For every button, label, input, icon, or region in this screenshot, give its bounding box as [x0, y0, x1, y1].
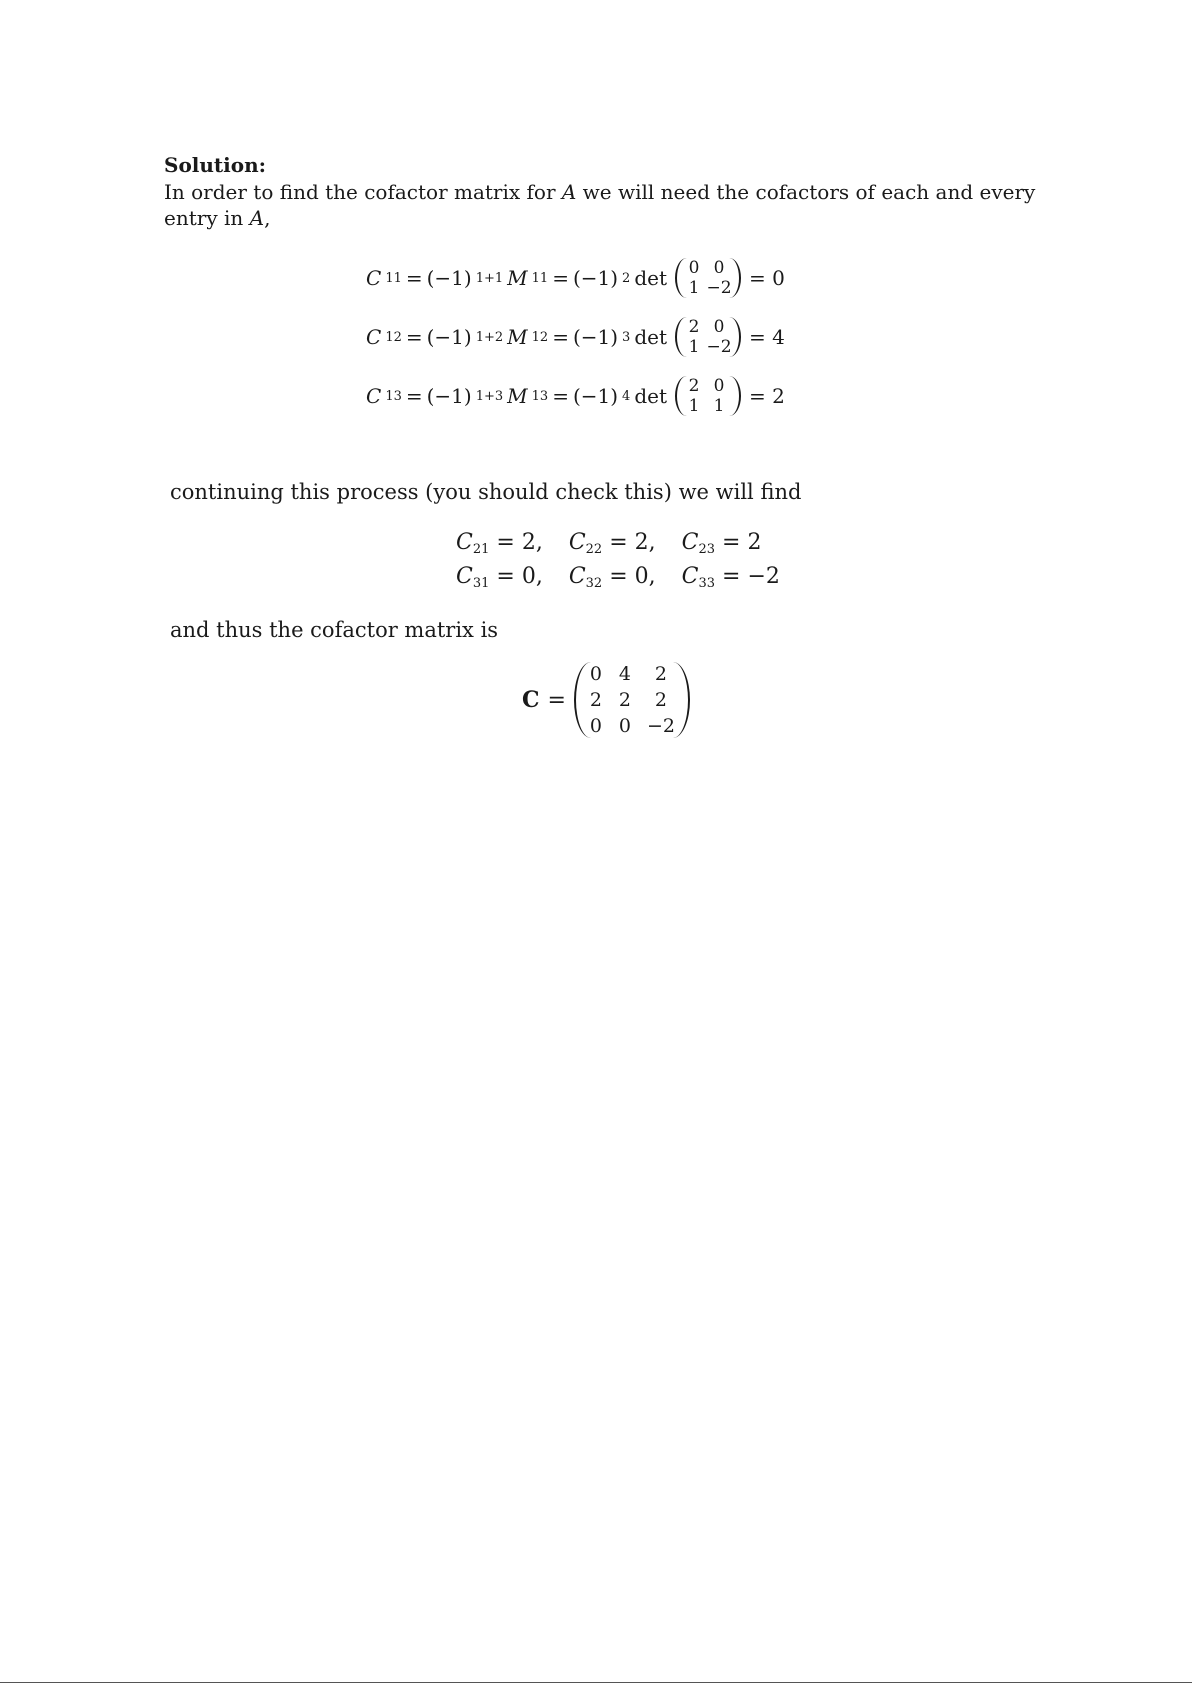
minor-index: 11 [531, 270, 549, 286]
cofactor-value [456, 564, 543, 591]
minor-symbol: M [507, 384, 528, 408]
cofactor-result: = 0 [749, 266, 785, 290]
cofactor-row [456, 530, 761, 557]
intro-text: In order to find the cofactor matrix for [164, 180, 562, 204]
matrix-cell: 1 [688, 278, 700, 298]
cofactor-matrix [574, 662, 690, 738]
matrix-cell: 2 [618, 689, 631, 711]
matrix-cell: 2 [688, 317, 700, 337]
matrix-cell: 1 [713, 396, 725, 416]
intro-text: , [264, 206, 271, 230]
cofactor-symbol: C [568, 530, 586, 555]
cofactor-result: = 2 [722, 530, 762, 555]
cofactor-index: 11 [385, 270, 402, 286]
equals-sign: = [405, 384, 423, 408]
matrix-cell: 0 [618, 715, 631, 737]
sign-factor: (−1) [426, 384, 472, 408]
matrix-label: C [522, 687, 540, 713]
page-bottom-rule [0, 1682, 1192, 1683]
sign-exponent: 1+3 [475, 388, 504, 404]
matrix-cell: −2 [646, 715, 675, 737]
cofactor-index: 33 [698, 576, 716, 591]
matrix-symbol: A [249, 206, 265, 230]
power-factor: (−1) [572, 384, 619, 408]
equals-sign: = [405, 325, 423, 349]
cofactor-symbol: C [568, 564, 586, 589]
cofactor-result: = −2 [722, 564, 780, 589]
minor-matrix [675, 258, 741, 298]
matrix-symbol: A [561, 180, 577, 204]
minor-index: 13 [531, 388, 549, 404]
matrix-cell: −2 [706, 278, 732, 298]
matrix-cell: 1 [688, 396, 700, 416]
intro-text: entry in [164, 206, 250, 230]
cofactor-matrix-equation [522, 662, 690, 738]
cofactor-value [682, 564, 780, 591]
cofactor-row [456, 564, 780, 591]
matrix-cell: 0 [589, 663, 602, 685]
matrix-cell: 2 [688, 376, 700, 396]
cofactor-value [682, 530, 762, 557]
minor-index: 12 [531, 329, 549, 345]
cofactor-result: = 2, [609, 530, 656, 555]
cofactor-value [456, 530, 543, 557]
matrix-cell: 0 [688, 258, 700, 278]
cofactor-symbol: C [456, 530, 473, 555]
cofactor-index: 13 [385, 388, 402, 404]
cofactor-result: = 2, [496, 530, 543, 555]
det-operator: det [634, 384, 668, 408]
cofactor-index: 31 [472, 576, 490, 591]
sign-exponent: 1+1 [475, 270, 504, 286]
cofactor-value [569, 564, 656, 591]
cofactor-result: = 0, [609, 564, 656, 589]
power-factor: (−1) [572, 325, 619, 349]
intro-line-2 [164, 206, 270, 230]
cofactor-equation [366, 312, 785, 362]
continuing-text: continuing this process (you should check this) we will find [170, 480, 802, 504]
thus-text: and thus the cofactor matrix is [170, 618, 499, 642]
sign-factor: (−1) [426, 266, 472, 290]
sign-factor: (−1) [426, 325, 472, 349]
minor-matrix [675, 317, 741, 357]
matrix-cell: 2 [654, 663, 667, 685]
cofactor-index: 22 [585, 542, 603, 557]
matrix-cell: 2 [589, 689, 602, 711]
power-exponent: 3 [622, 329, 631, 345]
equals-sign: = [547, 687, 566, 713]
matrix-cell: 0 [713, 317, 725, 337]
intro-line-1 [164, 180, 1035, 204]
equals-sign: = [552, 266, 569, 290]
cofactor-equation [366, 371, 785, 421]
matrix-cell: −2 [706, 337, 732, 357]
cofactor-symbol: C [366, 325, 382, 349]
minor-symbol: M [507, 325, 528, 349]
minor-symbol: M [507, 266, 528, 290]
cofactor-index: 23 [698, 542, 716, 557]
cofactor-index: 21 [472, 542, 490, 557]
matrix-cell: 1 [688, 337, 700, 357]
matrix-cell: 0 [589, 715, 602, 737]
cofactor-index: 12 [385, 329, 402, 345]
equals-sign: = [552, 325, 569, 349]
matrix-cell: 0 [713, 258, 725, 278]
matrix-cell: 0 [713, 376, 725, 396]
cofactor-symbol: C [456, 564, 473, 589]
cofactor-symbol: C [681, 564, 699, 589]
cofactor-index: 32 [585, 576, 603, 591]
det-operator: det [634, 325, 668, 349]
cofactor-symbol: C [366, 266, 382, 290]
cofactor-symbol: C [366, 384, 382, 408]
equals-sign: = [405, 266, 423, 290]
power-exponent: 2 [622, 270, 631, 286]
intro-text: we will need the cofactors of each and every [576, 180, 1036, 204]
cofactor-symbol: C [681, 530, 699, 555]
minor-matrix [675, 376, 741, 416]
power-exponent: 4 [622, 388, 631, 404]
cofactor-equation [366, 253, 785, 303]
matrix-cell: 2 [654, 689, 667, 711]
sign-exponent: 1+2 [475, 329, 504, 345]
det-operator: det [634, 266, 668, 290]
power-factor: (−1) [572, 266, 619, 290]
cofactor-value [569, 530, 656, 557]
matrix-cell: 4 [618, 663, 631, 685]
cofactor-result: = 4 [749, 325, 785, 349]
solution-heading: Solution: [164, 153, 267, 177]
cofactor-result: = 2 [749, 384, 785, 408]
cofactor-result: = 0, [496, 564, 543, 589]
equals-sign: = [552, 384, 569, 408]
